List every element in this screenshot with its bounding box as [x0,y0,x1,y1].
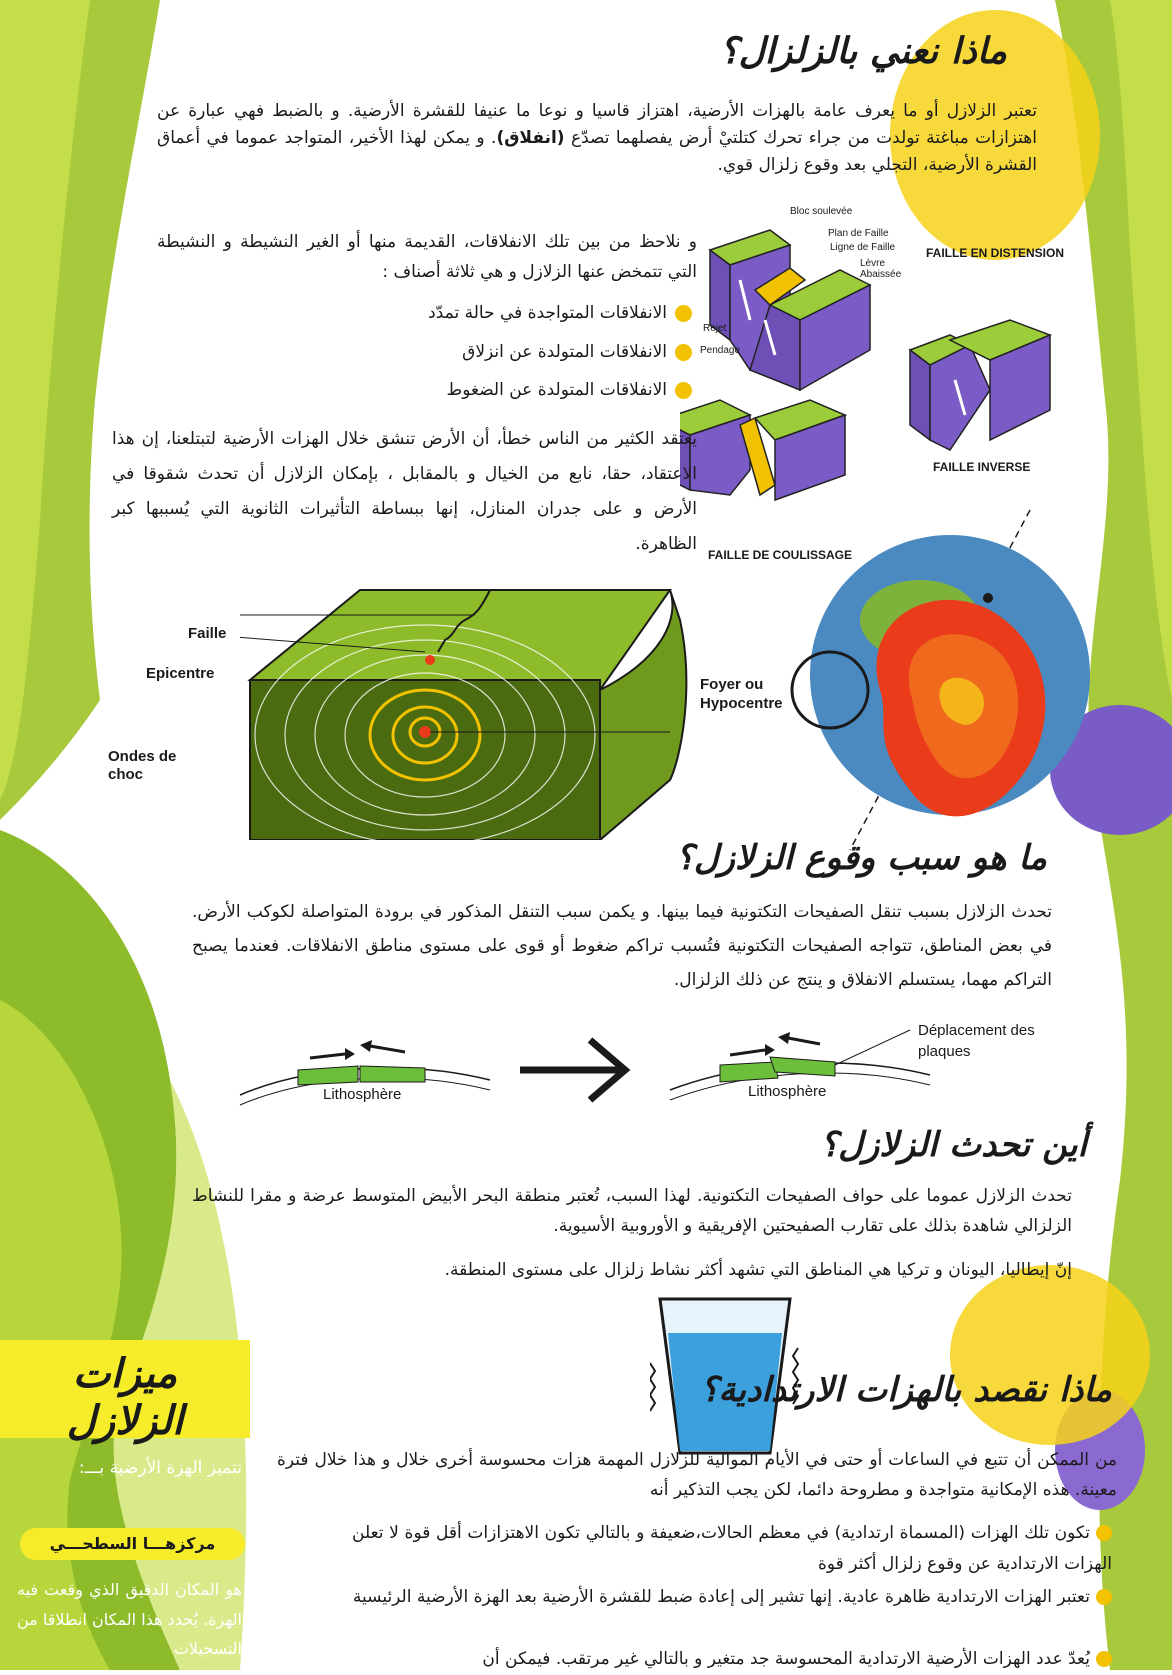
bullet-dot-icon [675,344,692,361]
faille-coulissage-diagram [680,400,845,500]
section2-title: ما هو سبب وقوع الزلازل؟ [675,838,1047,878]
arrow-right-icon [520,1040,625,1100]
faille-distension-diagram [710,230,870,390]
section4-bullet-2: تعتبر الهزات الارتدادية ظاهرة عادية. إنها تشير إلى إعادة ضبط للقشرة الأرضية بعد الهزة الأرضية الرئيسية [352,1582,1112,1613]
label-rejet: Rejet [703,323,727,334]
bullet-dot-icon [1096,1589,1112,1605]
section4-bullet-3: يُعدّ عدد الهزات الأرضية الارتدادية المحسوسة جد متغير و بالتالي غير مرتقب. فيمكن أن [352,1644,1112,1675]
section3-para2: إنّ إيطاليا، اليونان و تركيا هي المناطق التي تشهد أكثر نشاط زلزال على مستوى المنطقة. [444,1260,1072,1280]
label-bloc-soulevee: Bloc soulevée [790,206,853,217]
section1-para2: و نلاحظ من بين تلك الانفلاقات، القديمة منها أو الغير النشيطة و النشيطة التي تتمخض عنها الزلازل و هي ثلاثة أصناف : [157,232,697,282]
label-ondes-de-choc: Ondes de choc [108,748,177,783]
label-ligne-de-faille: Ligne de Faille [830,242,896,253]
section1-para1-bold: (انفلاق) [496,128,565,149]
section1-bullet-3: الانفلاقات المتولدة عن الضغوط [446,380,692,400]
label-plan-de-faille: Plan de Faille [828,228,889,239]
label-faille-distension: FAILLE EN DISTENSION [926,246,1065,260]
label-epicentre: Epicentre [146,665,215,682]
section3-title: أين تحدث الزلازل؟ [820,1125,1087,1165]
section1-bullet-2: الانفلاقات المتولدة عن انزلاق [462,342,692,362]
label-levre-abaissee: Lèvre Abaissée [860,258,902,280]
plates-diagram [230,1010,1030,1120]
bullet-dot-icon [675,382,692,399]
section4-para: من الممكن أن تتبع في الساعات أو حتى في الأيام الموالية للزلازل المهمة هزات محسوسة أخرى خلال و هذا خلال فترة معينة. هذه الإمكانية متواجدة و مطروحة دائما، لكن يجب التذكير أنه [277,1450,1117,1500]
section1-bullet-1: الانفلاقات المتواجدة في حالة تمدّد [428,303,692,323]
label-deplacement-plaques: Déplacement des plaques [918,1022,1035,1060]
faille-inverse-diagram [910,320,1050,450]
label-faille-inverse: FAILLE INVERSE [933,460,1031,474]
sidebar-subtitle: تتميز الهزة الأرضية بـــ: [78,1458,242,1478]
label-faille: Faille [188,625,227,642]
label-pendage: Pendage [700,345,741,356]
label-lithosphere-1: Lithosphère [323,1086,402,1103]
section2-para: تحدث الزلازل بسبب تنقل الصفيحات التكتونية فيما بينها. و يكمن سبب التنقل المذكور في برودة المتواصلة لكوكب الأرض. في بعض المناطق، تتواجه الصفيحات التكتونية فتُسبب تراكم ضغوط أو قوى على مستوى مناطق الانفلاقات. فعندما يصبح التراكم مهما، يستسلم الانفلاق و ينتج عن ذلك الزلزال. [192,902,1052,990]
sidebar-badge [20,1528,245,1560]
bullet-dot-icon [675,305,692,322]
section4-bullet-1: تكون تلك الهزات (المسماة ارتدادية) في معظم الحالات،ضعيفة و بالتالي تكون الاهتزازات أقل قوة لا تعلن الهزات الارتدادية عن وقوع زلزال أكثر قوة [352,1523,1112,1574]
section1-para1 [157,98,1037,180]
section1-para1-b: . و يمكن لهذا الأخير، المتواجد عموما في أعماق القشرة الأرضية، التجلي بعد وقوع زلزال قوي. [157,128,1037,176]
earthquake-block-diagram [240,580,700,840]
label-lithosphere-2: Lithosphère [748,1083,827,1100]
sidebar-badge-label: مركزهـــا السطحـــي [49,1534,216,1553]
sidebar-text: هو المكان الدقيق الذي وقعت فيه الهزة. يُحدد هذا المكان انطلاقا من التسجيلات [17,1580,242,1659]
section3-para1: تحدث الزلازل عموما على حواف الصفيحات التكتونية. لهذا السبب، تُعتبر منطقة البحر الأبيض المتوسط عرضة و مقرا للنشاط الزلزالي شاهدة بذلك على تقارب الصفيحتين الإفريقية و الأوروبية الأسيوية. [192,1186,1072,1236]
sidebar-title: ميزات الزلازل [66,1350,184,1444]
section1-title: ماذا نعني بالزلزال؟ [719,30,1007,72]
label-foyer: Foyer ou Hypocentre [700,676,783,712]
section1-para3: يعتقد الكثير من الناس خطأ، أن الأرض تنشق خلال الهزات الأرضية لتبتلعنا، إن هذا الاعتقاد، حقا، نابع من الخيال و بالمقابل ، بإمكان الزلازل أن تحدث شقوقا في الأرض و على جدران المنازل، إنها ببساطة التأثيرات الثانوية التي يُسببها كبر الظاهرة. [112,429,697,554]
bullet-dot-icon [1096,1525,1112,1541]
section4-title: ماذا نقصد بالهزات الارتدادية؟ [700,1370,1112,1410]
label-faille-coulissage: FAILLE DE COULISSAGE [708,548,853,562]
section1-para1-a: تعتبر الزلازل أو ما يعرف عامة بالهزات الأرضية، اهتزاز قاسيا و نوعا ما عنيفا للقشرة الأرضية. و بالضبط فهي عبارة عن اهتزازات مباغتة تولدت من جراء تحرك كتلتيْ أرض يفصلهما تصدّع [157,101,1037,149]
bullet-dot-icon [1096,1651,1112,1667]
